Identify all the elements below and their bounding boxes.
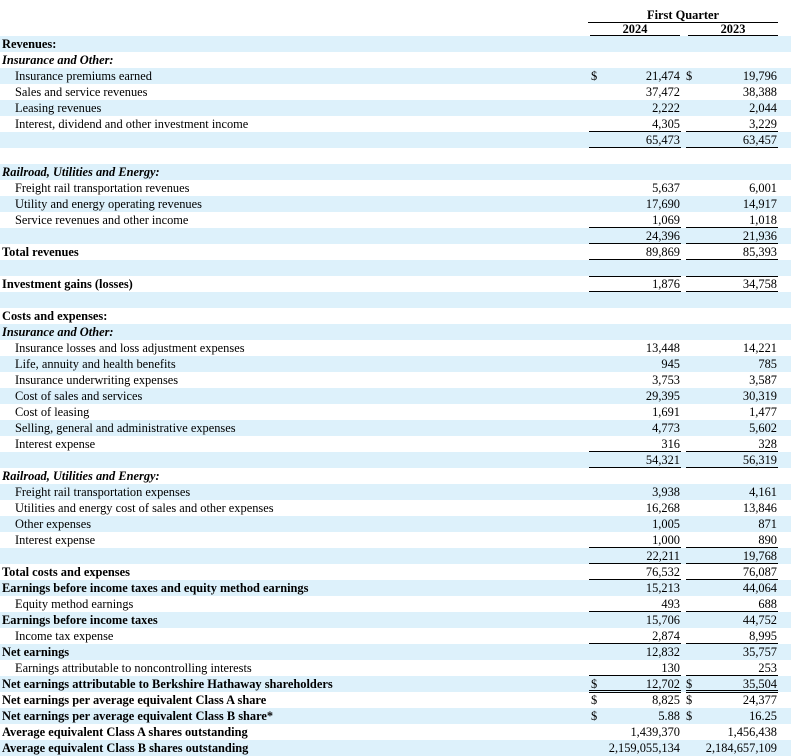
value-2024: 37,472 — [645, 85, 680, 99]
row-label: Freight rail transportation expenses — [15, 485, 191, 499]
row-label: Investment gains (losses) — [2, 277, 133, 291]
table-row — [0, 132, 791, 148]
row-label: Utility and energy operating revenues — [15, 197, 202, 211]
value-2023: 13,846 — [742, 501, 777, 515]
value-2023: 76,087 — [742, 565, 777, 579]
row-label: Net earnings per average equivalent Class A share — [2, 693, 267, 707]
income-statement-table — [0, 36, 791, 756]
value-2024: 1,876 — [652, 277, 680, 291]
value-2024: 493 — [661, 597, 680, 611]
table-row — [0, 180, 791, 196]
year-2023-heading: 2023 — [720, 22, 746, 36]
row-label: Net earnings attributable to Berkshire Hathaway shareholders — [2, 677, 333, 691]
value-2024: 1,005 — [652, 517, 680, 531]
value-2023: 871 — [758, 517, 777, 531]
value-2023: 253 — [758, 661, 777, 675]
value-2024: 5.88 — [658, 709, 680, 723]
table-row — [0, 724, 791, 740]
row-label: Sales and service revenues — [15, 85, 148, 99]
table-row — [0, 452, 791, 468]
currency-symbol-2024: $ — [591, 693, 598, 707]
rule-2024 — [589, 690, 681, 691]
value-2024: 24,396 — [645, 229, 680, 243]
value-2023: 890 — [758, 533, 777, 547]
table-row — [0, 484, 791, 500]
row-label: Leasing revenues — [15, 101, 102, 115]
value-2024: 1,000 — [652, 533, 680, 547]
row-label: Cost of sales and services — [15, 389, 143, 403]
table-row — [0, 596, 791, 612]
table-row — [0, 468, 791, 484]
row-label: Total costs and expenses — [2, 565, 130, 579]
row-label: Net earnings — [2, 645, 70, 659]
value-2024: 1,439,370 — [630, 725, 680, 739]
value-2023: 5,602 — [749, 421, 777, 435]
value-2023: 6,001 — [749, 181, 777, 195]
row-label: Utilities and energy cost of sales and other expenses — [15, 501, 274, 515]
table-row — [0, 628, 791, 644]
value-2023: 328 — [758, 437, 777, 451]
value-2023: 4,161 — [749, 485, 777, 499]
table-row — [0, 244, 791, 260]
currency-symbol-2023: $ — [686, 69, 693, 83]
currency-symbol-2023: $ — [686, 693, 693, 707]
table-row — [0, 148, 791, 164]
value-2024: 15,706 — [645, 613, 680, 627]
value-2023: 14,917 — [742, 197, 777, 211]
table-row — [0, 100, 791, 116]
value-2023: 14,221 — [742, 341, 777, 355]
row-label: Interest expense — [15, 437, 96, 451]
currency-symbol-2023: $ — [686, 709, 693, 723]
row-label: Life, annuity and health benefits — [15, 357, 176, 371]
value-2023: 3,587 — [749, 373, 777, 387]
row-label: Net earnings per average equivalent Class B share* — [2, 709, 274, 723]
value-2023: 85,393 — [742, 245, 777, 259]
currency-symbol-2023: $ — [686, 677, 693, 691]
row-label: Insurance and Other: — [2, 53, 114, 67]
value-2023: 56,319 — [742, 453, 777, 467]
value-2024: 2,222 — [652, 101, 680, 115]
currency-symbol-2024: $ — [591, 69, 598, 83]
row-label: Interest, dividend and other investment income — [15, 117, 249, 131]
table-row — [0, 740, 791, 756]
table-row — [0, 676, 791, 692]
table-row — [0, 212, 791, 228]
value-2024: 15,213 — [645, 581, 680, 595]
value-2023: 35,757 — [742, 645, 777, 659]
value-2024: 2,874 — [652, 629, 680, 643]
value-2023: 30,319 — [742, 389, 777, 403]
table-row — [0, 84, 791, 100]
value-2024: 1,069 — [652, 213, 680, 227]
table-row — [0, 388, 791, 404]
value-2023: 38,388 — [742, 85, 777, 99]
currency-symbol-2024: $ — [591, 677, 598, 691]
table-row — [0, 52, 791, 68]
row-label: Railroad, Utilities and Energy: — [2, 165, 160, 179]
value-2023: 785 — [758, 357, 777, 371]
value-2024: 13,448 — [645, 341, 680, 355]
value-2023: 1,456,438 — [727, 725, 777, 739]
row-label: Cost of leasing — [15, 405, 90, 419]
table-row — [0, 420, 791, 436]
table-row — [0, 708, 791, 724]
row-label: Total revenues — [2, 245, 79, 259]
row-label: Selling, general and administrative expenses — [15, 421, 236, 435]
value-2024: 4,305 — [652, 117, 680, 131]
value-2024: 4,773 — [652, 421, 680, 435]
table-row — [0, 196, 791, 212]
value-2024: 21,474 — [645, 69, 680, 83]
value-2024: 22,211 — [646, 549, 680, 563]
value-2024: 316 — [661, 437, 680, 451]
rule-2023 — [686, 276, 778, 277]
value-2023: 21,936 — [742, 229, 777, 243]
table-row — [0, 516, 791, 532]
row-label: Earnings before income taxes — [2, 613, 158, 627]
row-label: Insurance underwriting expenses — [15, 373, 179, 387]
rule-2023 — [686, 690, 778, 691]
value-2024: 3,753 — [652, 373, 680, 387]
value-2024: 12,702 — [645, 677, 680, 691]
row-label: Insurance and Other: — [2, 325, 114, 339]
row-label: Insurance premiums earned — [15, 69, 152, 83]
row-label: Income tax expense — [15, 629, 114, 643]
currency-symbol-2024: $ — [591, 709, 598, 723]
value-2024: 76,532 — [645, 565, 680, 579]
value-2024: 12,832 — [645, 645, 680, 659]
value-2024: 5,637 — [652, 181, 680, 195]
table-row — [0, 308, 791, 324]
table-row — [0, 292, 791, 308]
row-label: Insurance losses and loss adjustment expenses — [15, 341, 245, 355]
value-2024: 1,691 — [652, 405, 680, 419]
value-2023: 2,044 — [749, 101, 777, 115]
value-2023: 2,184,657,109 — [705, 741, 777, 755]
value-2023: 34,758 — [742, 277, 777, 291]
value-2023: 35,504 — [742, 677, 777, 691]
table-row — [0, 644, 791, 660]
value-2024: 945 — [661, 357, 680, 371]
table-row — [0, 612, 791, 628]
value-2023: 16.25 — [749, 709, 777, 723]
table-row — [0, 228, 791, 244]
table-row — [0, 260, 791, 276]
row-label: Other expenses — [15, 517, 92, 531]
value-2023: 44,752 — [742, 613, 777, 627]
table-row — [0, 692, 791, 708]
value-2024: 3,938 — [652, 485, 680, 499]
table-row — [0, 36, 791, 52]
row-label: Earnings attributable to noncontrolling interests — [15, 661, 252, 675]
value-2023: 688 — [758, 597, 777, 611]
row-label: Freight rail transportation revenues — [15, 181, 190, 195]
table-row — [0, 356, 791, 372]
value-2023: 1,018 — [749, 213, 777, 227]
row-label: Costs and expenses: — [2, 309, 108, 323]
row-label: Revenues: — [2, 37, 57, 51]
column-header — [0, 0, 791, 36]
table-row — [0, 564, 791, 580]
row-label: Average equivalent Class B shares outstanding — [2, 741, 249, 755]
row-label: Service revenues and other income — [15, 213, 189, 227]
table-row — [0, 548, 791, 564]
table-row — [0, 276, 791, 292]
table-row — [0, 436, 791, 452]
row-label: Earnings before income taxes and equity method earnings — [2, 581, 309, 595]
table-row — [0, 532, 791, 548]
table-row — [0, 116, 791, 132]
value-2024: 2,159,055,134 — [608, 741, 680, 755]
value-2024: 16,268 — [645, 501, 680, 515]
value-2023: 63,457 — [742, 133, 777, 147]
value-2024: 130 — [661, 661, 680, 675]
rule-2024 — [589, 276, 681, 277]
row-label: Equity method earnings — [15, 597, 134, 611]
period-heading: First Quarter — [647, 8, 719, 22]
table-row — [0, 324, 791, 340]
value-2024: 8,825 — [652, 693, 680, 707]
table-row — [0, 164, 791, 180]
value-2023: 3,229 — [749, 117, 777, 131]
row-label: Interest expense — [15, 533, 96, 547]
table-row — [0, 500, 791, 516]
value-2023: 19,796 — [742, 69, 777, 83]
value-2024: 54,321 — [645, 453, 680, 467]
value-2024: 65,473 — [645, 133, 680, 147]
value-2024: 17,690 — [645, 197, 680, 211]
table-row — [0, 68, 791, 84]
table-row — [0, 580, 791, 596]
value-2023: 1,477 — [749, 405, 777, 419]
table-row — [0, 340, 791, 356]
table-row — [0, 660, 791, 676]
value-2024: 89,869 — [645, 245, 680, 259]
value-2023: 19,768 — [742, 549, 777, 563]
row-label: Average equivalent Class A shares outstanding — [2, 725, 248, 739]
value-2024: 29,395 — [645, 389, 680, 403]
value-2023: 44,064 — [742, 581, 777, 595]
table-row — [0, 404, 791, 420]
value-2023: 8,995 — [749, 629, 777, 643]
year-2024-heading: 2024 — [622, 22, 648, 36]
table-row — [0, 372, 791, 388]
row-label: Railroad, Utilities and Energy: — [2, 469, 160, 483]
value-2023: 24,377 — [742, 693, 777, 707]
